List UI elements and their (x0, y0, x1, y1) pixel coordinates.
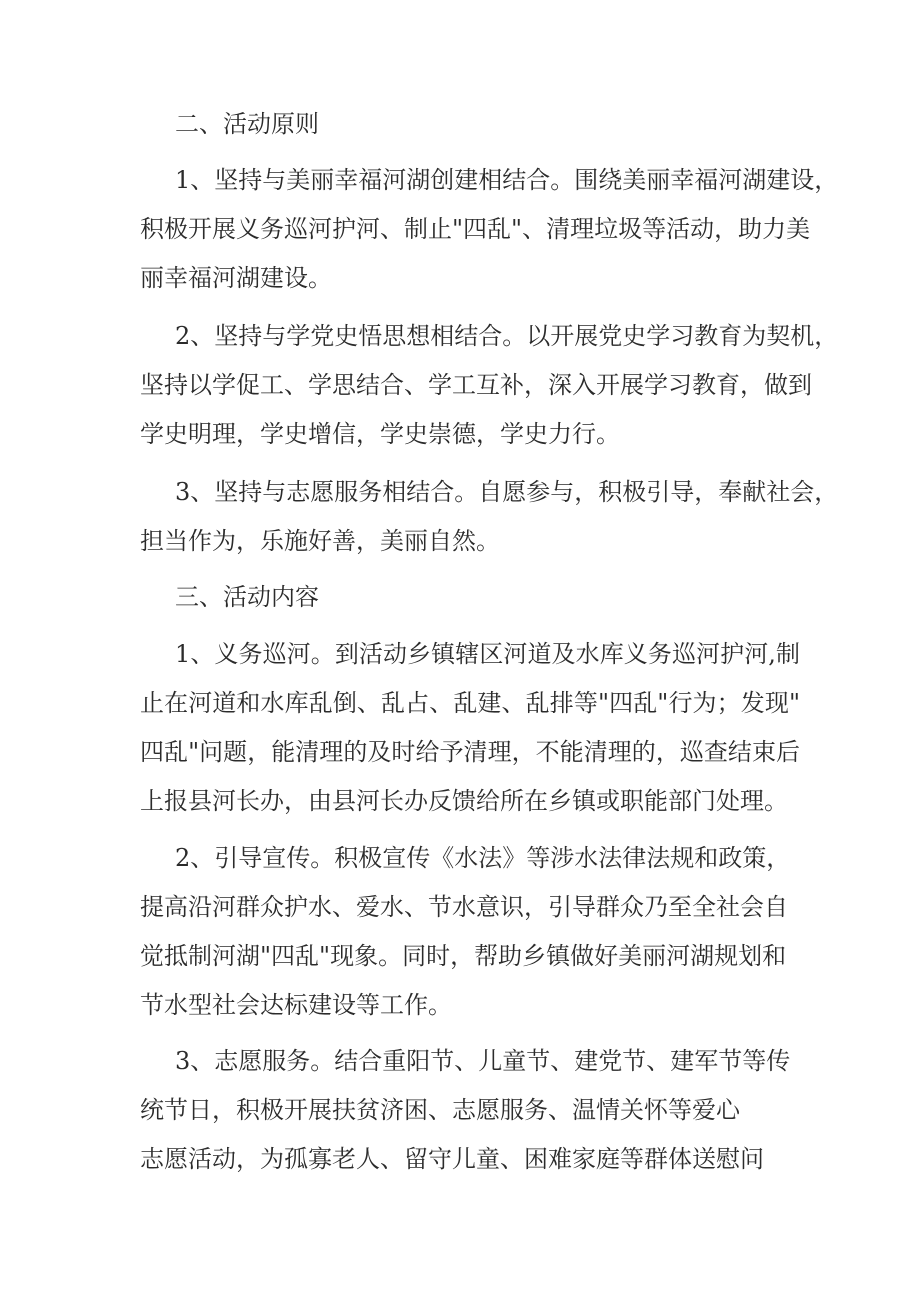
paragraph-line: 2、引导宣传。积极宣传《水法》等涉水法律法规和政策， (175, 844, 791, 872)
paragraph-line: 提高沿河群众护水、爱水、节水意识，引导群众乃至全社会自 (140, 893, 788, 921)
paragraph-line: 2、坚持与学党史悟思想相结合。以开展党史学习教育为契机， (175, 322, 839, 350)
paragraph-line: 止在河道和水库乱倒、乱占、乱建、乱排等"四乱"行为；发现" (140, 689, 800, 717)
paragraph-line: 学史明理，学史增信，学史崇德，学史力行。 (140, 420, 620, 448)
paragraph-line: 1、义务巡河。到活动乡镇辖区河道及水库义务巡河护河,制 (175, 640, 800, 668)
paragraph-line: 3、志愿服务。结合重阳节、儿童节、建党节、建军节等传 (175, 1047, 791, 1075)
paragraph-line: 1、坚持与美丽幸福河湖创建相结合。围绕美丽幸福河湖建设， (175, 166, 839, 194)
section-heading-contents: 三、活动内容 (175, 583, 319, 611)
paragraph-line: 觉抵制河湖"四乱"现象。同时，帮助乡镇做好美丽河湖规划和 (140, 942, 787, 970)
paragraph-line: 丽幸福河湖建设。 (140, 264, 332, 292)
paragraph-line: 统节日，积极开展扶贫济困、志愿服务、温情关怀等爱心 (140, 1096, 740, 1124)
paragraph-line: 积极开展义务巡河护河、制止"四乱"、清理垃圾等活动，助力美 (140, 215, 811, 243)
paragraph-line: 3、坚持与志愿服务相结合。自愿参与，积极引导，奉献社会， (175, 478, 839, 506)
paragraph-line: 上报县河长办，由县河长办反馈给所在乡镇或职能部门处理。 (140, 787, 788, 815)
paragraph-line: 坚持以学促工、学思结合、学工互补，深入开展学习教育，做到 (140, 371, 812, 399)
paragraph-line: 四乱"问题，能清理的及时给予清理，不能清理的，巡查结束后 (140, 738, 800, 766)
section-heading-principles: 二、活动原则 (175, 110, 319, 138)
paragraph-line: 担当作为，乐施好善，美丽自然。 (140, 527, 500, 555)
paragraph-line: 志愿活动，为孤寡老人、留守儿童、困难家庭等群体送慰问 (140, 1145, 764, 1173)
paragraph-line: 节水型社会达标建设等工作。 (140, 991, 452, 1019)
